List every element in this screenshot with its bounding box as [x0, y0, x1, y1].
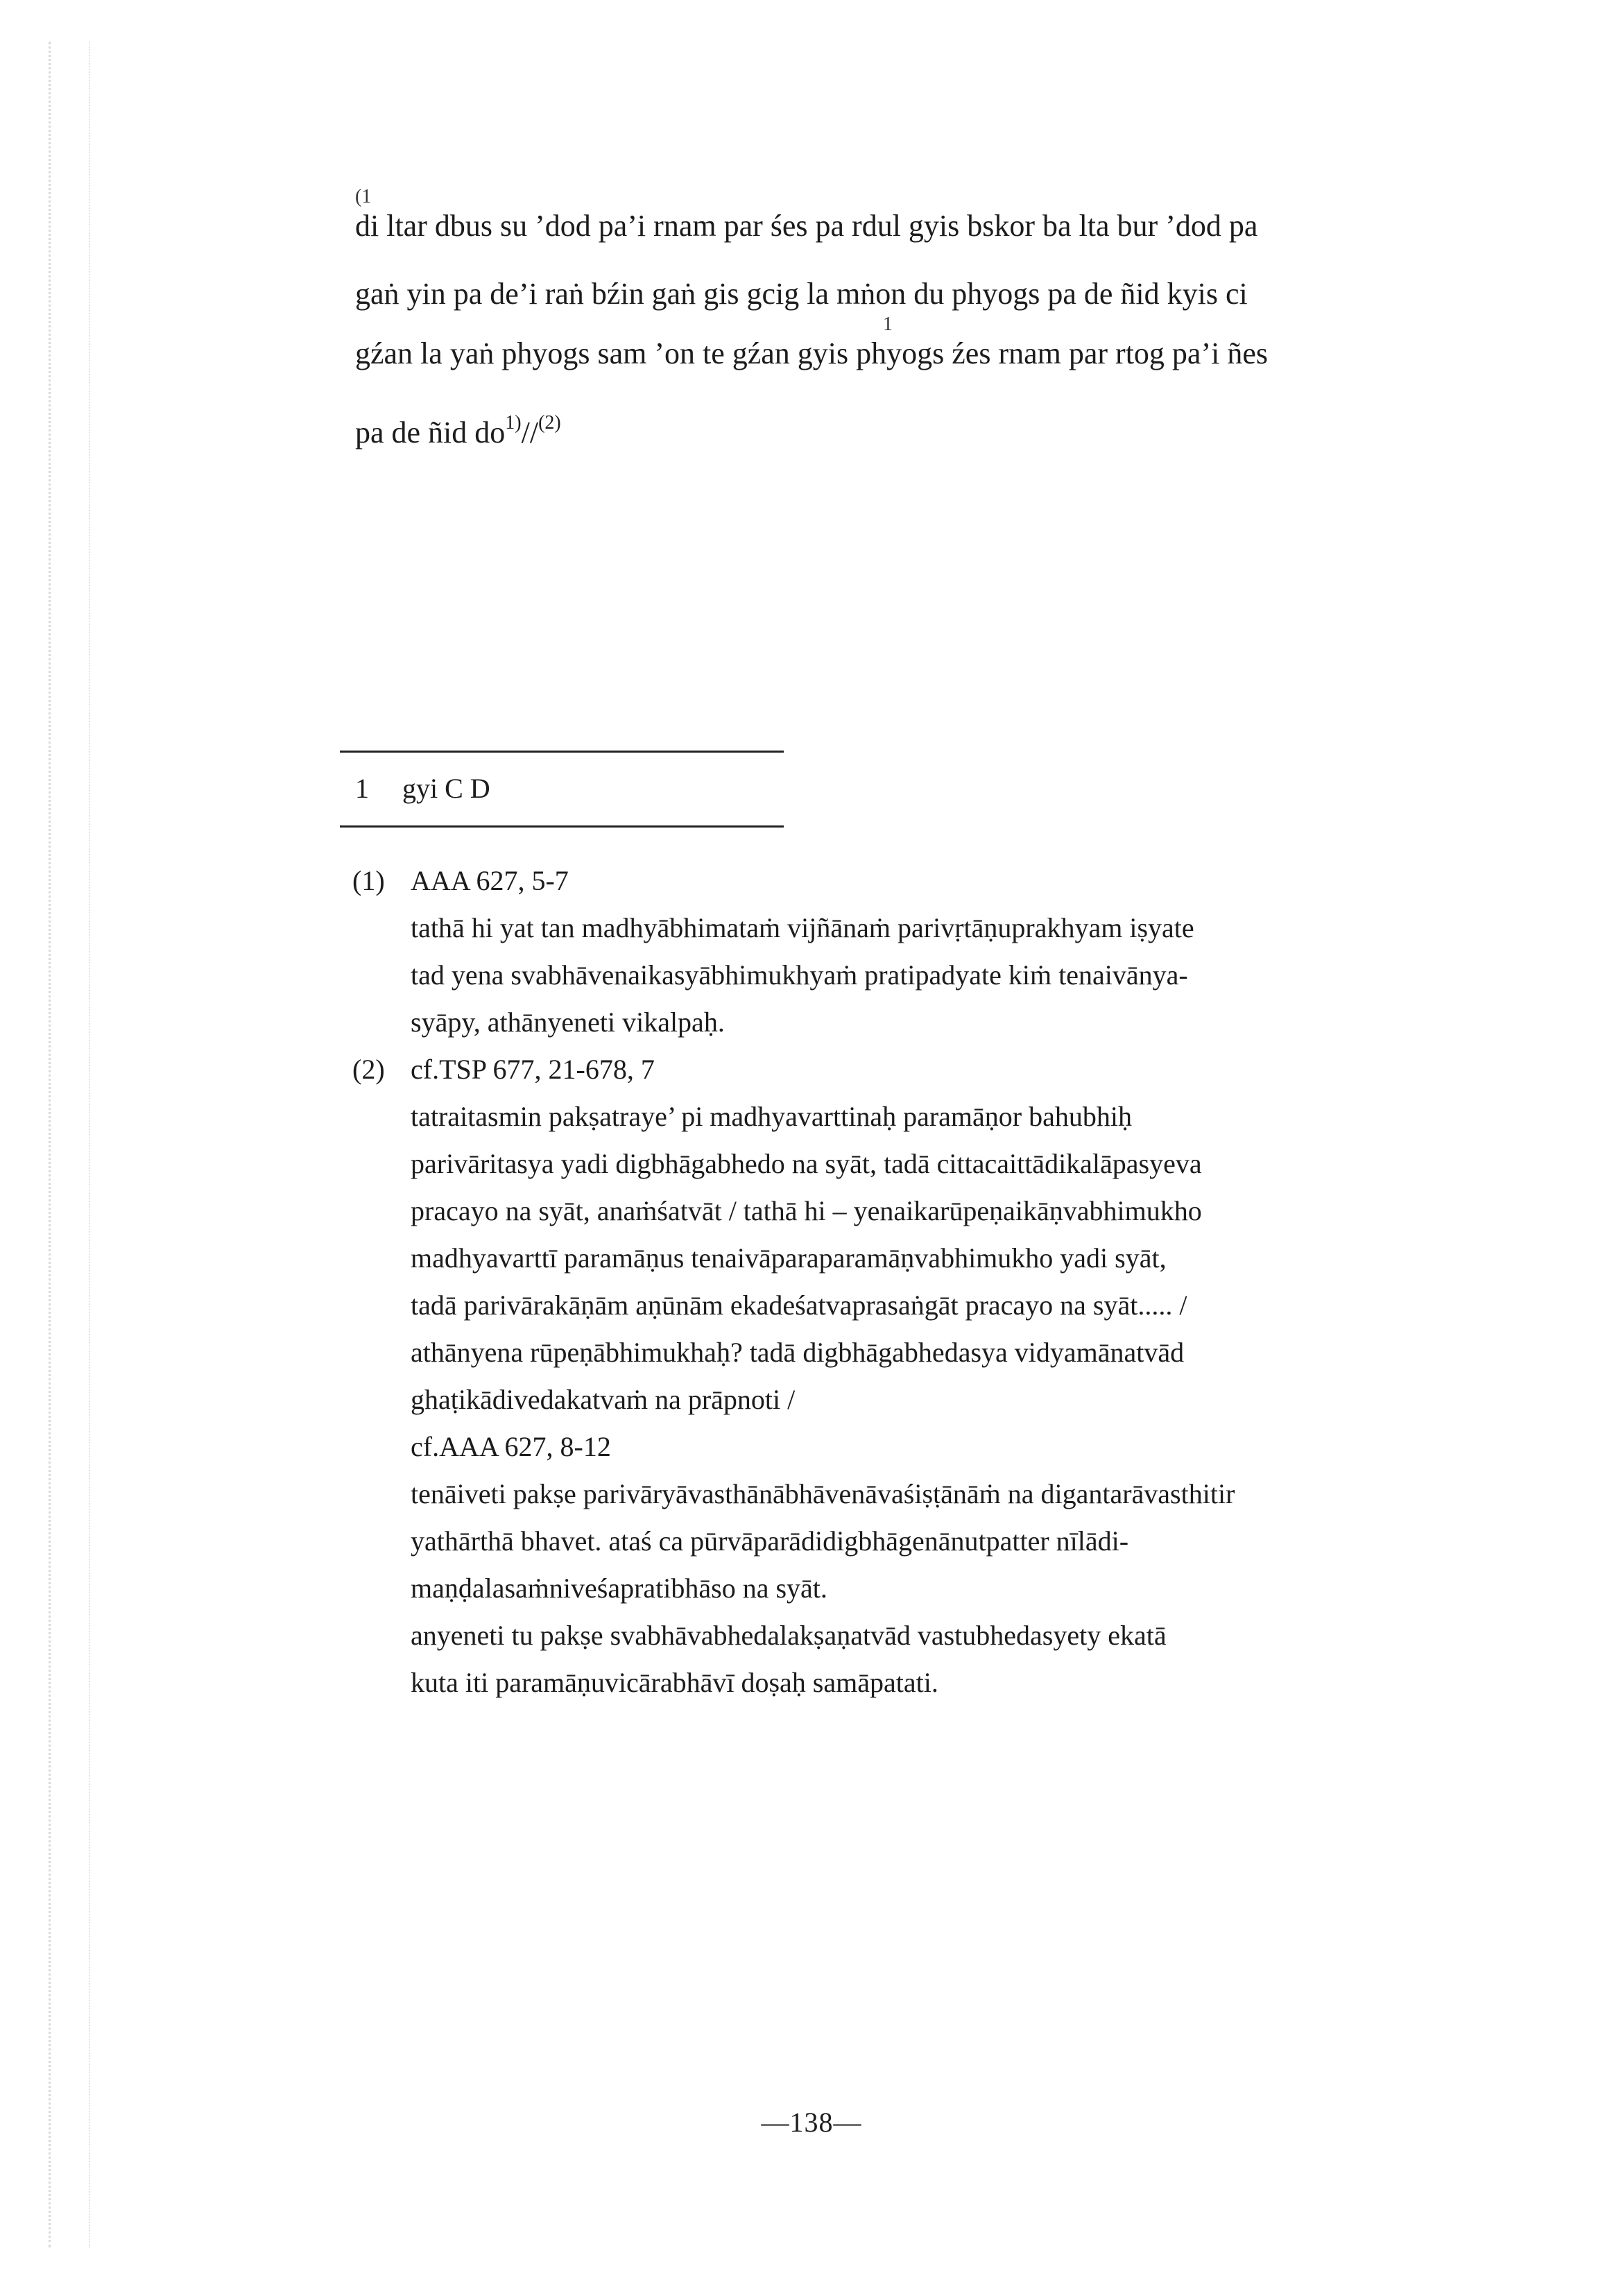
note-label: (2) [352, 1054, 385, 1085]
footnote-reference-1: 1 [883, 314, 893, 335]
variant-text: gyi C D [402, 773, 490, 804]
tibetan-line-2: gaṅ yin pa de’i raṅ bźin gaṅ gis gcig la mṅon du phyogs pa de ñid kyis ci [355, 277, 1248, 311]
verse-end-mark: // [521, 415, 539, 449]
note-line: yathārthā bhavet. ataś ca pūrvāparādidigbhāgenānutpatter nīlādi- [411, 1525, 1129, 1557]
apparatus-rule-top [340, 751, 784, 753]
reference-marker: (1 [355, 186, 372, 207]
note-line: tatraitasmin pakṣatraye’ pi madhyavarttinaḥ paramāṇor bahubhiḥ [411, 1101, 1132, 1132]
note-line: tenāiveti pakṣe parivāryāvasthānābhāvenāvaśiṣṭānāṁ na digantarāvasthitir [411, 1478, 1235, 1509]
note-line: ghaṭikādivedakatvaṁ na prāpnoti / [411, 1384, 796, 1415]
note-line: cf.TSP 677, 21-678, 7 [411, 1054, 655, 1085]
tibetan-line-1: di ltar dbus su ’dod pa’i rnam par śes pa rdul gyis bskor ba lta bur ’dod pa [355, 209, 1258, 243]
variant-reading [355, 771, 490, 806]
tibetan-line-4-text: pa de ñid do [355, 415, 506, 449]
note-line: cf.AAA 627, 8-12 [411, 1431, 611, 1462]
tibetan-line-3: gźan la yaṅ phyogs sam ’on te gźan gyis phyogs źes rnam par rtog pa’i ñes [355, 336, 1268, 370]
page-number: —138— [761, 2107, 862, 2138]
variant-number: 1 [355, 773, 369, 804]
note-label: (1) [352, 865, 385, 896]
note-line: parivāritasya yadi digbhāgabhedo na syāt, tadā cittacaittādikalāpasyeva [411, 1148, 1202, 1179]
note-line: kuta iti paramāṇuvicārabhāvī doṣaḥ samāpatati. [411, 1667, 938, 1698]
apparatus-rule-bottom [340, 825, 784, 828]
note-line: athānyena rūpeṇābhimukhaḥ? tadā digbhāgabhedasya vidyamānatvād [411, 1337, 1185, 1368]
note-line: AAA 627, 5-7 [411, 865, 569, 896]
note-line: pracayo na syāt, anaṁśatvāt / tathā hi – yenaikarūpeṇaikāṇvabhimukho [411, 1195, 1202, 1226]
note-line: syāpy, athānyeneti vikalpaḥ. [411, 1006, 725, 1038]
note-line: tathā hi yat tan madhyābhimataṁ vijñānaṁ parivṛtāṇuprakhyam iṣyate [411, 912, 1194, 943]
note-line: maṇḍalasaṁniveśapratibhāso na syāt. [411, 1573, 827, 1604]
note-line: tad yena svabhāvenaikasyābhimukhyaṁ pratipadyate kiṁ tenaivānya- [411, 959, 1188, 991]
note-line: anyeneti tu pakṣe svabhāvabhedalakṣaṇatvād vastubhedasyety ekatā [411, 1620, 1167, 1651]
note-ref-sup-1: 1) [505, 412, 522, 434]
scan-edge-artifact [89, 42, 139, 2247]
note-line: madhyavarttī paramāṇus tenaivāparaparamāṇvabhimukho yadi syāt, [411, 1242, 1167, 1274]
tibetan-line-4 [355, 405, 1493, 451]
note-line: tadā parivārakāṇām aṇūnām ekadeśatvaprasaṅgāt pracayo na syāt..... / [411, 1290, 1187, 1321]
note-ref-sup-2: (2) [538, 412, 561, 434]
